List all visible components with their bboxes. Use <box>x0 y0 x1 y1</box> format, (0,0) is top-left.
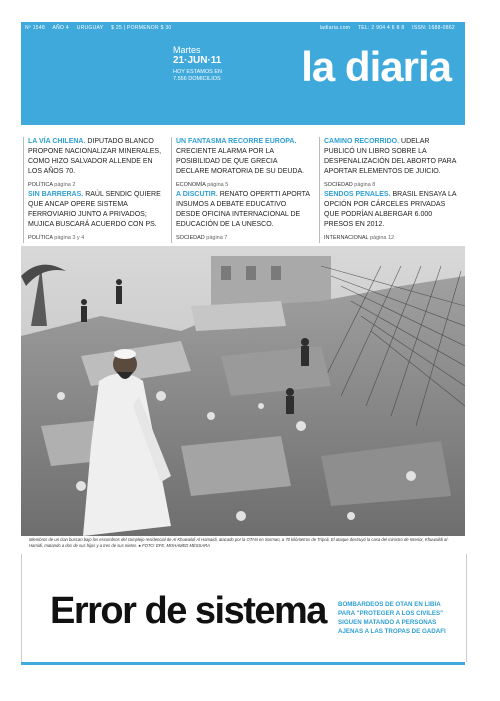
edition-date: 21·JUN·11 <box>173 55 222 66</box>
teaser-item[interactable] <box>319 137 460 190</box>
price: $ 25 | PORMENOR $ 30 <box>111 25 172 31</box>
teaser-section: INTERNACIONAL <box>324 235 369 241</box>
teaser-page: página 8 <box>354 182 376 188</box>
teaser-text: DIPUTADO BLANCO PROPONE NACIONALIZAR MINERALES, COMO HIZO SALVADOR ALLENDE EN LOS AÑOS 70. <box>28 138 162 175</box>
website: ladiaria.com <box>319 25 351 31</box>
bottom-accent-bar <box>21 662 465 665</box>
issn: ISSN: 1688-0862 <box>412 25 455 31</box>
newspaper-front-page <box>21 22 465 664</box>
teaser-kicker: SIN BARRERAS. <box>28 191 84 198</box>
teaser-item[interactable] <box>23 137 164 190</box>
teaser-kicker: LA VÍA CHILENA. <box>28 138 86 145</box>
lead-photo[interactable] <box>21 246 465 536</box>
top-info-right <box>320 22 461 35</box>
teaser-page: página 12 <box>369 235 395 241</box>
teaser-section: POLÍTICA <box>28 235 53 241</box>
teaser-meta <box>28 180 164 190</box>
teaser-section: SOCIEDAD <box>176 235 205 241</box>
teaser-text: UDELAR PUBLICÓ UN LIBRO SOBRE LA DESPENALIZACIÓN DEL ABORTO PARA APORTAR ELEMENTOS DE JUICIO. <box>324 138 457 175</box>
teaser-section: POLÍTICA <box>28 182 53 188</box>
date-block <box>173 45 222 83</box>
lead-story[interactable] <box>21 554 467 662</box>
year-number: AÑO 4 <box>52 25 69 31</box>
teaser-grid <box>21 125 465 243</box>
teaser-meta <box>28 233 164 243</box>
masthead <box>21 35 465 125</box>
top-info-left <box>25 22 178 35</box>
teaser-meta <box>176 180 312 190</box>
teaser-kicker: SENDOS PENALES. <box>324 191 391 198</box>
top-info-bar <box>21 22 465 35</box>
teaser-meta <box>176 233 312 243</box>
teaser-page: página 5 <box>207 182 229 188</box>
teaser-kicker: CAMINO RECORRIDO. <box>324 138 400 145</box>
deck-line: PARA "PROTEGER A LOS CIVILES" <box>338 610 444 617</box>
circulation-note-line1: HOY ESTAMOS EN <box>173 69 223 75</box>
lead-deck <box>338 600 462 636</box>
teaser-section: SOCIEDAD <box>324 182 353 188</box>
country: URUGUAY <box>76 25 104 31</box>
teaser-text: RAÚL SENDIC QUIERE QUE ANCAP OPERE SISTEMA FERROVIARIO JUNTO A PRIVADOS; MUJICA BUSCARÁ ACUERDO CON PS. <box>28 191 161 228</box>
teaser-kicker: UN FANTASMA RECORRE EUROPA. <box>176 138 297 145</box>
teaser-text: CRECIENTE ALARMA POR LA POSIBILIDAD DE QUE GRECIA DECLARE MORATORIA DE SU DEUDA. <box>176 148 305 175</box>
photo-caption: Miembros de un clan buscan bajo los escombros del complejo residencial de Al Khuwaildi Al Hamaidi, atacado por la OTAN en Sorman, a 70 kilómetros de Trípoli. El ataque destruyó la casa del ministro de Interior, Khuwaildi al-Hamidi, matando a dos de sus hijos y a tres de sus nietos. ● FOTO: EFE, MOHAMED MESSARA <box>29 537 449 548</box>
teaser-item[interactable] <box>23 190 164 243</box>
newspaper-logo: la diaria <box>301 43 451 90</box>
deck-line: BOMBARDEOS DE OTAN EN LIBIA <box>338 601 441 608</box>
circulation-note <box>173 69 222 83</box>
teaser-text: BRASIL ENSAYA LA OPCIÓN POR CÁRCELES PRIVADAS QUE PODRÍAN ALBERGAR 6.000 PRESOS EN 2012. <box>324 191 457 228</box>
teaser-kicker: A DISCUTIR. <box>176 191 218 198</box>
teaser-meta <box>324 180 460 190</box>
rubble-photo-illustration <box>21 246 465 536</box>
weekday: Martes <box>173 45 201 55</box>
teaser-item[interactable] <box>319 190 460 243</box>
phone: TEL: 2 904 4 6 8 8 <box>357 25 405 31</box>
teaser-page: página 2 <box>54 182 76 188</box>
deck-line: AJENAS A LAS TROPAS DE GADAFI <box>338 628 446 635</box>
lead-headline[interactable]: Error de sistema <box>50 590 326 632</box>
teaser-text: RENATO OPERTTI APORTA INSUMOS A DEBATE EDUCATIVO DESDE OFICINA INTERNACIONAL DE EDUCACIÓN DE LA UNESCO. <box>176 191 310 228</box>
deck-line: SIGUEN MATANDO A PERSONAS <box>338 619 437 626</box>
teaser-item[interactable] <box>171 137 312 190</box>
circulation-note-line2: 7.556 DOMICILIOS <box>173 76 221 82</box>
teaser-page: página 3 y 4 <box>54 235 85 241</box>
teaser-page: página 7 <box>206 235 228 241</box>
teaser-meta <box>324 233 460 243</box>
issue-number: Nº 1548 <box>25 25 46 31</box>
teaser-section: ECONOMÍA <box>176 182 206 188</box>
teaser-item[interactable] <box>171 190 312 243</box>
